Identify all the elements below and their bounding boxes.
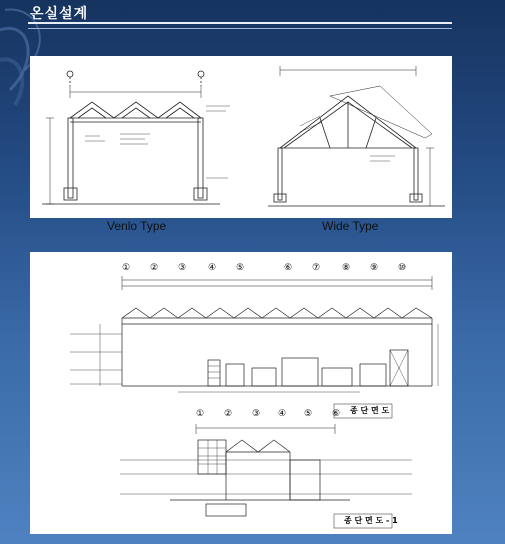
axis-marker: ⑥ — [332, 408, 341, 418]
axis-marker: ④ — [208, 262, 217, 272]
axis-marker: ② — [224, 408, 233, 418]
cross-section-drawing-panel — [30, 56, 452, 218]
cross-section-drawings — [30, 56, 452, 218]
title-divider — [28, 22, 452, 29]
axis-marker: ⑤ — [304, 408, 313, 418]
longitudinal-section-upper — [70, 276, 438, 418]
axis-marker: ② — [150, 262, 159, 272]
caption-wide-type: Wide Type — [322, 219, 379, 233]
axis-marker: ⑧ — [342, 262, 351, 272]
longitudinal-section-drawings — [30, 252, 452, 534]
page-title: 온실설계 — [30, 6, 89, 22]
axis-marker: ① — [122, 262, 131, 272]
longitudinal-section-lower — [120, 424, 412, 528]
axis-marker: ⑨ — [370, 262, 379, 272]
drawing-title-upper: 종 단 면 도 — [350, 406, 390, 415]
venlo-type-drawing — [42, 71, 230, 204]
axis-marker: ③ — [178, 262, 187, 272]
axis-marker: ⑩ — [398, 262, 407, 272]
axis-marker: ⑦ — [312, 262, 321, 272]
drawing-title-lower: 종 단 면 도 - 1 — [344, 516, 398, 525]
wide-type-drawing — [268, 66, 445, 206]
axis-marker: ④ — [278, 408, 287, 418]
axis-marker: ⑥ — [284, 262, 293, 272]
axis-marker: ⑤ — [236, 262, 245, 272]
axis-marker: ③ — [252, 408, 261, 418]
longitudinal-section-drawing-panel — [30, 252, 452, 534]
caption-venlo-type: Venlo Type — [107, 219, 167, 233]
axis-marker: ① — [196, 408, 205, 418]
